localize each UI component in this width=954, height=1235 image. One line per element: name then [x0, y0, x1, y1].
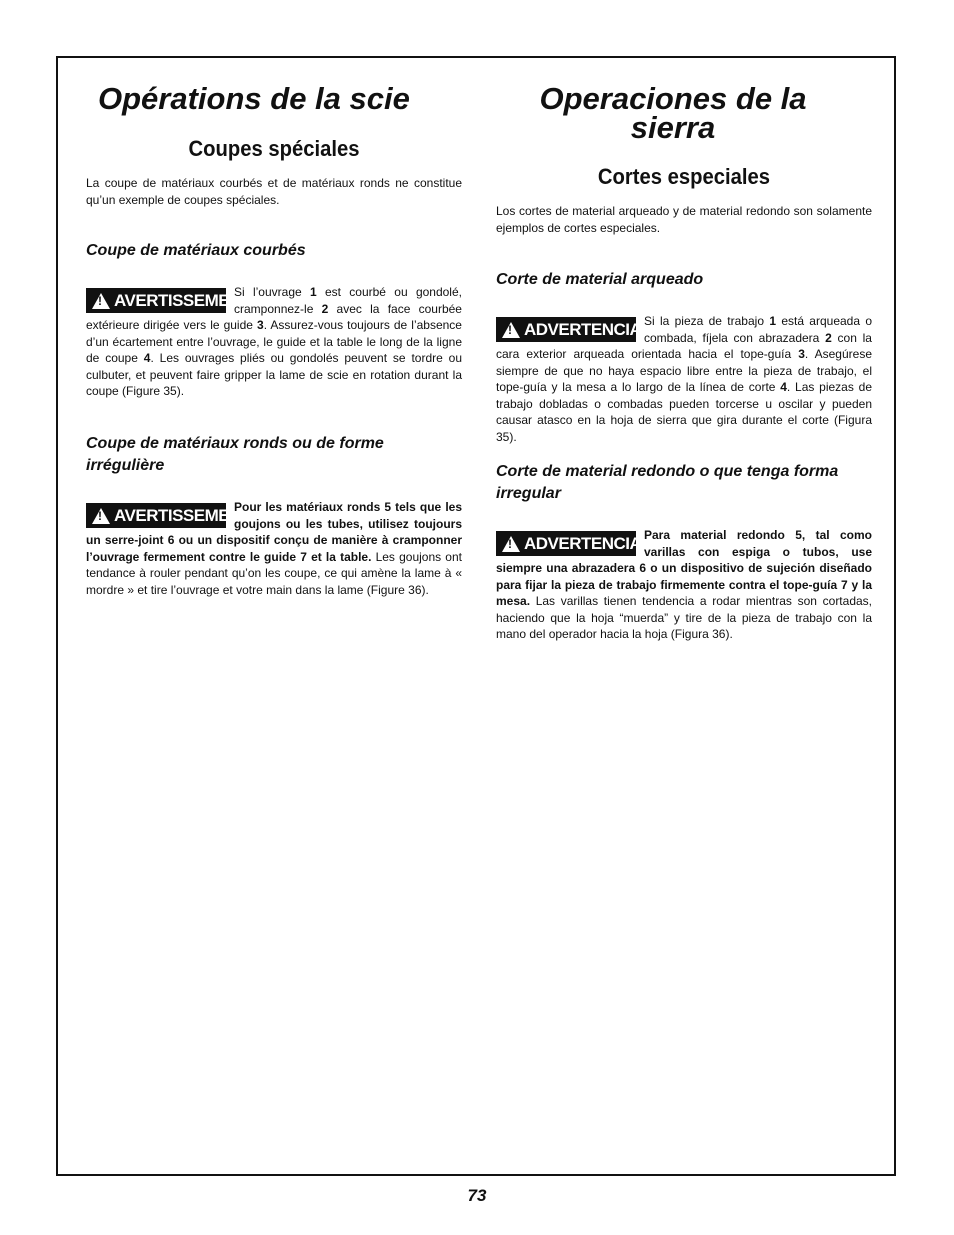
page-title-es: Operaciones de la sierra: [539, 81, 807, 145]
warning-badge: [496, 531, 642, 556]
ref-number: 1: [769, 314, 776, 328]
intro-paragraph-es: Los cortes de material arqueado y de material redondo son solamente ejemplos de cortes especiales.: [496, 204, 872, 235]
ref-number: 3: [798, 347, 805, 361]
warning-triangle-icon: [502, 536, 520, 552]
warning-block-round-es: [496, 527, 872, 643]
warning-badge-label: AVERTISSEMENT: [114, 291, 251, 310]
page-frame: [56, 56, 896, 1176]
warning-block-arched-es: [496, 313, 872, 445]
ref-number: 4: [143, 351, 151, 365]
ref-number: 2: [825, 330, 832, 345]
intro-paragraph-fr: La coupe de matériaux courbés et de matériaux ronds ne constitue qu’un exemple de coupes spéciales.: [86, 176, 462, 207]
warning-triangle-icon: [502, 322, 520, 338]
warning-text: Les goujons ont tendance à rouler pendant qu’on les coupe, ce qui amène la lame à « mordre » et tire l’ouvrage et votre main dans la lame (Figure 36).: [86, 549, 462, 597]
warning-badge: [86, 288, 251, 313]
warning-badge: [496, 317, 642, 342]
warning-badge: [86, 503, 251, 528]
warning-text: está arqueada o combada, fíjela con abrazadera: [644, 314, 873, 345]
warning-block-bent-fr: [86, 284, 462, 400]
warning-block-round-fr: [86, 499, 462, 598]
subsection-heading-round-es: Corte de material redondo o que tenga forma irregular: [496, 463, 839, 502]
subsection-heading-round-fr: Coupe de matériaux ronds ou de forme irrégulière: [86, 435, 384, 474]
warning-badge-label: ADVERTENCIA: [524, 320, 642, 339]
warning-text: Si la pieza de trabajo: [644, 314, 770, 328]
subsection-heading-arched-es: Corte de material arqueado: [496, 271, 704, 288]
warning-text: Si l’ouvrage: [234, 285, 310, 299]
section-title-fr: Coupes spéciales: [188, 136, 360, 161]
warning-text: avec la face courbée extérieure dirigée vers le guide: [86, 301, 462, 332]
warning-text: . Las piezas de trabajo dobladas o combadas pueden torcerse u oscilar y pueden causar atasco en la hoja de sierra que gira durante el corte (Figura 35).: [496, 380, 872, 444]
ref-number: 3: [257, 318, 264, 332]
section-title-es: Cortes especiales: [597, 164, 771, 189]
warning-text: . Asegúrese siempre de que no haya espacio libre entre la pieza de trabajo, el tope-guía y la mesa a lo largo de la línea de corte: [496, 347, 872, 394]
warning-text: . Les ouvrages pliés ou gondolés peuvent se tordre ou culbuter, et peuvent faire gripper la lame de scie en rotation durant la coupe (Figure 35).: [86, 351, 462, 398]
warning-triangle-icon: [92, 508, 110, 524]
warning-triangle-icon: [92, 293, 110, 309]
ref-number: 4: [780, 380, 787, 394]
warning-text: est courbé ou gondolé, cramponnez-le: [234, 285, 462, 316]
page-number: 73: [467, 1186, 487, 1205]
subsection-heading-bent-fr: Coupe de matériaux courbés: [86, 242, 306, 259]
ref-number: 1: [309, 285, 317, 299]
warning-badge-label: ADVERTENCIA: [524, 534, 642, 553]
warning-text: con la cara exterior arqueada orientada hacia el tope-guía: [496, 330, 872, 361]
warning-text: Las varillas tienen tendencia a rodar mientras son cortadas, haciendo que la hoja “muerda” y tire de la pieza de trabajo con la mano del operador hacia la hoja (Figura 36).: [496, 594, 872, 641]
warning-text: . Assurez-vous toujours de l’absence d’un écartement entre l’ouvrage, le guide et la table le long de la ligne de coupe: [86, 318, 462, 365]
ref-number: 2: [321, 301, 329, 316]
warning-text-bold: Para material redondo 5, tal como varillas con espiga o tubos, use siempre una abrazadera 6 o un dispositivo de sujeción diseñado para fijar la pieza de trabajo firmemente contra el tope-guía 7 y la mesa.: [496, 528, 872, 608]
page-title-fr: Opérations de la scie: [98, 81, 410, 116]
warning-text-bold: Pour les matériaux ronds 5 tels que les goujons ou les tubes, utilisez toujours un serre-joint 6 ou un dispositif conçu de manière à cramponner l’ouvrage fermement contre le guide 7 et la table.: [86, 500, 462, 564]
warning-badge-label: AVERTISSEMENT: [114, 506, 251, 525]
